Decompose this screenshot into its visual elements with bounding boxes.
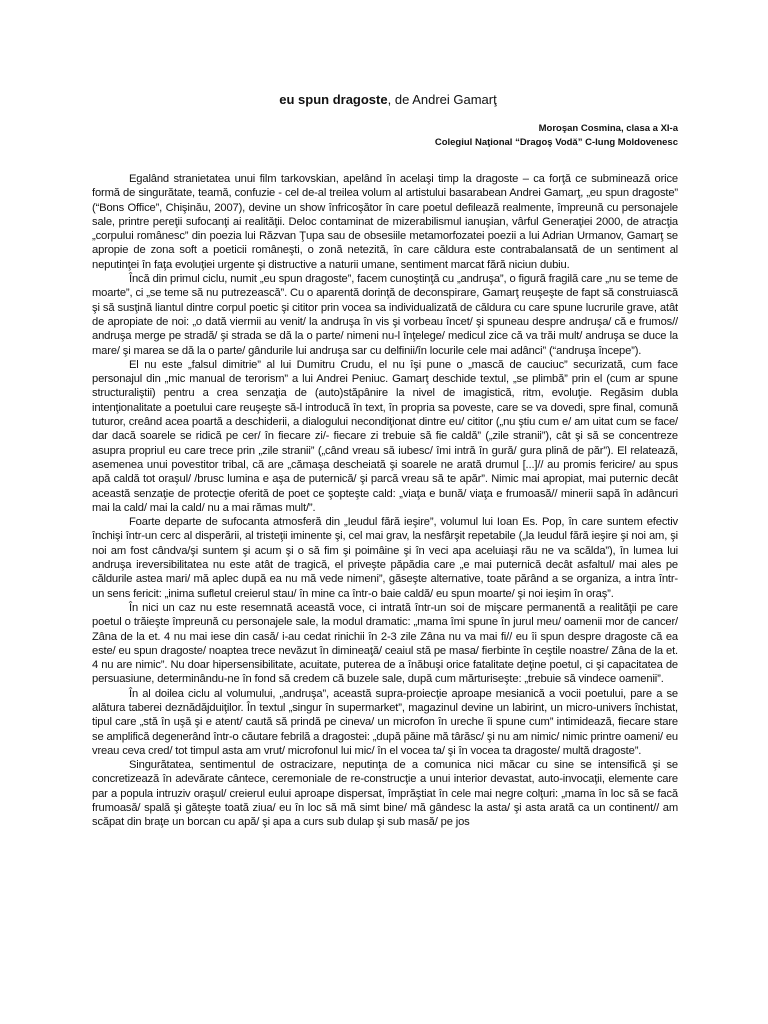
author-block [92,122,678,150]
paragraph: Singurătatea, sentimentul de ostracizare, neputinţa de a comunica nici măcar cu sine se intensifică şi se concretizează în adevărate cântece, ceremoniale de re-construcţie a unui interior devastat, auto-invocaţii, elemente care par a popula intruziv oraşul/ creierul eului aproape dispersat, împrăştiat în cele mai negre colţuri: „mama în loc să se facă frumoasă/ spală şi găteşte toată ziua/ eu în loc să mă simt bine/ mă gândesc la asta/ şi asta arată ca un continent// am scăpat din braţe un borcan cu apă/ şi apa a curs sub dulap şi sub masă/ pe jos [92,759,678,829]
paragraph: El nu este „falsul dimitrie” al lui Dumitru Crudu, el nu îşi pune o „mască de cauciuc” securizată, cum face personajul din „mic manual de terorism” a lui Andrei Peniuc. Gamarţ deschide textul, „se plimbă” prin el (cum ar spune structuraliştii) pentru a crea senzaţia de (auto)stăpânire la nivel de imagistică, ritm, evoluţie. Regăsim dubla intenţionalitate a poetului care reuşeşte să-l introducă în text, în propria sa poveste, care se va dovedi, spre final, comună tuturor, creând acea poartă a deschiderii, a dialogului necondiţionat dintre eu/ cititor („nu ştiu cum e/ am uitat cum se face/ dar dacă soarele se ridică pe cer/ în fiecare zi/- fiecare zi trebuie să fie caldă” („zile stranii”), cât şi să se concentreze asupra propriul eu care trece prin „zile stranii” („când vreau să iubesc/ îmi intră în gură/ gura plină de păr”). El relatează, asemenea unui povestitor tribal, că are „cămaşa descheiată şi soarele ne arată drumul [...]// au promis fericire/ au spus apă caldă tot oraşul/ /brusc lumina e aşa de puternică/ şi parcă vreau să te apăr”. Nimic mai apropiat, mai puternic decât această senzaţie de protecţie oferită de poet ce şopteşte cald: „viaţa e bună/ viaţa e frumoasă// minerii sapă în adâncuri mai la cald/ mai la cald/ nu a mai rămas mult/”. [92,358,678,514]
paragraph: Foarte departe de sufocanta atmosferă din „Ieudul fără ieşire”, volumul lui Ioan Es. Pop, în care suntem efectiv închişi într-un cerc al disperării, al tristeţii iminente şi, cel mai grav, la nesfârşit repetabile („la Ieudul fără ieşire şi noi am, şi noi am fost cândva/şi suntem şi acum şi o să fim şi poimâine şi în veci apa aceluiaşi rău ne va scălda”), în lumea lui andruşa ireversibilitatea nu este atât de tragică, el priveşte păpădia care „e mai puternică decât asfaltul/ mai ales pe căldurile astea mari/ mă aplec după ea nu mă vede nimeni”, găseşte alternative, toate părând a se organiza, a intra într-un sens fericit: „inima sufletul creierul stau/ în mine ca într-o baie caldă/ eu spun moarte/ şi noi ieşim în oraş”. [92,516,678,600]
author-name: Moroşan Cosmina, clasa a XI-a [538,123,678,134]
paragraph: Încă din primul ciclu, numit „eu spun dragoste”, facem cunoştinţă cu „andruşa”, o figură fragilă care „nu se teme de moarte”, ci „se teme să nu putrezească”. Cu o aparentă dorinţă de deconspirare, Gamarţ reuşeşte de fapt să construiască şi să susţină liantul dintre corpul poetic şi cititor prin vocea sa individualizată de căldura cu care spune lucrurile grave, atât de apropiate de noi: „o dată viermii au venit/ la andruşa în vis şi vorbeau încet/ şi spuneau despre andruşa/ că e frumos// andruşa merge pe stradă/ şi strada se dă la o parte/ nimeni nu-l înţelege/ medicul zice că va trăi mult/ andruşa se duce la mare/ şi marea se dă la o parte/ gândurile lui andruşa sar cu delfinii/în locurile cele mai adânci” (“andruşa începe”). [92,273,678,357]
page-title [92,92,678,108]
paragraph: Egalând stranietatea unui film tarkovskian, apelând în acelaşi timp la dragoste – ca forţă ce subminează orice formă de singurătate, teamă, confuzie - cel de-al treilea volum al artistului basarabean Andrei Gamarţ, „eu spun dragoste” (“Bons Office”, Chişinău, 2007), devine un show înfricoşător în care poetul defilează realmente, împreună cu personajele sale, printre pereţii sufocanţi ai realităţii. Deloc contaminat de mizerabilismul ianuşian, vârful Generaţiei 2000, de atracţia „corpului românesc” din poezia lui Răzvan Ţupa sau de obsesiile metamorfozatei poezii a lui Adrian Urmanov, Gamarţ se apropie de zona soft a poeticii româneşti, o zonă netezită, în care căldura este contrabalansată de un sentiment al neputinţei în faţa evoluţiei urgente şi distructive a naturii umane, sentiment marcat fără niciun dubiu. [92,173,678,271]
paragraph: În al doilea ciclu al volumului, „andruşa”, această supra-proiecţie aproape mesianică a vocii poetului, pare a se alătura taberei deznădăjduiţilor. În textul „singur în supermarket”, magazinul devine un labirint, un micro-univers închistat, tipul care „stă în uşă şi e atent/ caută să prindă pe cineva/ un microfon în ureche îi spune cum” intimidează, fiecare stare se amplifică degenerând într-o căutare febrilă a dragostei: „după păine mă târăsc/ şi nu am nimic/ nimic printre oameni/ eu vreau ceva cred/ tot timpul asta am vrut/ microfonul lui mic/ în el vocea ta/ şi în vocea ta dragoste/ multă dragoste”. [92,687,678,757]
paragraph: În nici un caz nu este resemnată această voce, ci intrată într-un soi de mişcare permanentă a realităţii pe care poetul o trăieşte împreună cu personajele sale, la modul dramatic: „mama îmi spune în jurul meu/ oamenii mor de cancer/ Zâna de la et. 4 nu mai iese din casă/ i-au cedat rinichii în 2-3 zile Zâna nu va mai fi// eu îi spun despre dragoste că ea este/ eu spun dragoste/ noaptea trece nevăzut în dimineaţă/ ceaiul stă pe masa/ fierbinte în ceştile noastre/ Zâna de la et. 4 nu are nimic”. Nu doar hipersensibilitate, acuitate, puterea de a înăbuşi orice fatalitate deţine poetul, ci şi capacitatea de persuasiune, determinându-ne în fond să credem că buzele sale, după cum mărturiseşte: „trebuie să vindece oamenii”. [92,601,678,686]
author-school: Colegiul Naţional “Dragoş Vodă” C-lung Moldovenesc [434,137,678,148]
title-main: eu spun dragoste [279,92,388,107]
title-author: , de Andrei Gamarţ [387,92,497,107]
article-body [92,172,678,830]
